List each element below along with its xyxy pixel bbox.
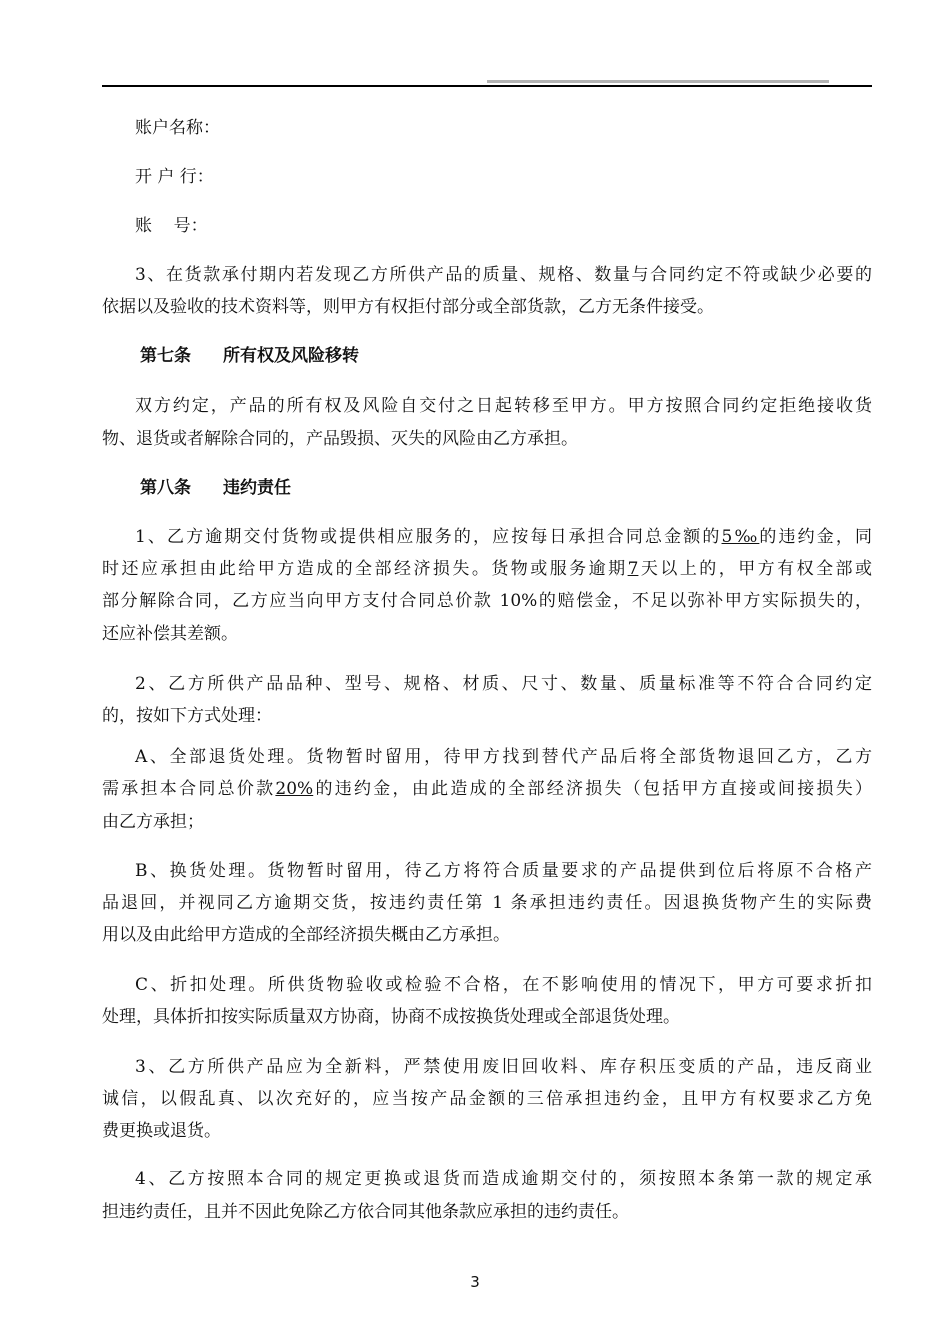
article7-line2: 物、退货或者解除合同的，产品毁损、灭失的风险由乙方承担。	[102, 429, 578, 449]
option-c-line2: 处理，具体折扣按实际质量双方协商，协商不成按换货处理或全部退货处理。	[102, 1007, 680, 1027]
article8-c3-line1: 3、乙方所供产品应为全新料，严禁使用废旧回收料、库存积压变质的产品，违反商业	[135, 1057, 872, 1077]
full-return-penalty: 20%	[275, 779, 314, 799]
option-b-line2: 品退回，并视同乙方逾期交货，按违约责任第 1 条承担违约责任。因退换货物产生的实际费	[102, 893, 872, 913]
article8-c2-line1: 2、乙方所供产品品种、型号、规格、材质、尺寸、数量、质量标准等不符合合同约定	[135, 674, 872, 694]
article8-c4-line2: 担违约责任，且并不因此免除乙方依合同其他条款应承担的违约责任。	[102, 1202, 629, 1222]
account-name-label: 账户名称：	[135, 118, 220, 138]
article7-heading	[140, 344, 359, 368]
clause3-line1: 3、在货款承付期内若发现乙方所供产品的质量、规格、数量与合同约定不符或缺少必要的	[135, 265, 872, 285]
article8-c2-line2: 的，按如下方式处理：	[102, 706, 272, 726]
option-b-line3: 用以及由此给甲方造成的全部经济损失概由乙方承担。	[102, 925, 510, 945]
header-rule-gray	[487, 80, 829, 83]
text-segment: 时还应承担由此给甲方造成的全部经济损失。货物或服务逾期	[102, 559, 628, 579]
article8-c4-line1: 4、乙方按照本合同的规定更换或退货而造成逾期交付的，须按照本条第一款的规定承	[135, 1169, 872, 1189]
text-segment: 需承担本合同总价款	[102, 779, 276, 799]
header-rule	[102, 85, 872, 87]
option-c-line1: C、折扣处理。所供货物验收或检验不合格，在不影响使用的情况下，甲方可要求折扣	[135, 975, 872, 995]
text-segment: 的违约金，同	[759, 527, 872, 547]
penalty-rate: 5‰	[721, 527, 760, 547]
option-a-line1: A、全部退货处理。货物暂时留用，待甲方找到替代产品后将全部货物退回乙方，乙方	[135, 747, 872, 767]
article8-heading	[140, 476, 291, 500]
clause3-line2: 依据以及验收的技术资料等，则甲方有权拒付部分或全部货款，乙方无条件接受。	[102, 297, 714, 317]
article8-c1-line3: 部分解除合同，乙方应当向甲方支付合同总价款 10%的赔偿金，不足以弥补甲方实际损失的，	[102, 591, 872, 611]
option-a-line2	[102, 777, 872, 801]
article7-number: 第七条	[140, 346, 191, 366]
option-b-line1: B、换货处理。货物暂时留用，待乙方将符合质量要求的产品提供到位后将原不合格产	[135, 861, 872, 881]
option-a-line3: 由乙方承担；	[102, 812, 204, 832]
page-number: 3	[470, 1273, 480, 1291]
overdue-days: 7	[627, 559, 639, 579]
article8-number: 第八条	[140, 478, 191, 498]
bank-label: 开 户 行：	[135, 167, 214, 187]
article7-title: 所有权及风险移转	[223, 346, 359, 366]
article8-c1-line1	[135, 525, 872, 549]
account-number-label: 账 号：	[135, 216, 208, 236]
text-segment: 1、乙方逾期交付货物或提供相应服务的，应按每日承担合同总金额的	[135, 527, 722, 547]
article8-c1-line2	[102, 557, 872, 581]
article8-title: 违约责任	[223, 478, 291, 498]
article7-line1: 双方约定，产品的所有权及风险自交付之日起转移至甲方。甲方按照合同约定拒绝接收货	[135, 396, 872, 416]
article8-c3-line2: 诚信，以假乱真、以次充好的，应当按产品金额的三倍承担违约金，且甲方有权要求乙方免	[102, 1089, 872, 1109]
article8-c3-line3: 费更换或退货。	[102, 1121, 221, 1141]
text-segment: 的违约金，由此造成的全部经济损失（包括甲方直接或间接损失）	[313, 779, 873, 799]
text-segment: 天以上的，甲方有权全部或	[638, 559, 873, 579]
article8-c1-line4: 还应补偿其差额。	[102, 624, 238, 644]
